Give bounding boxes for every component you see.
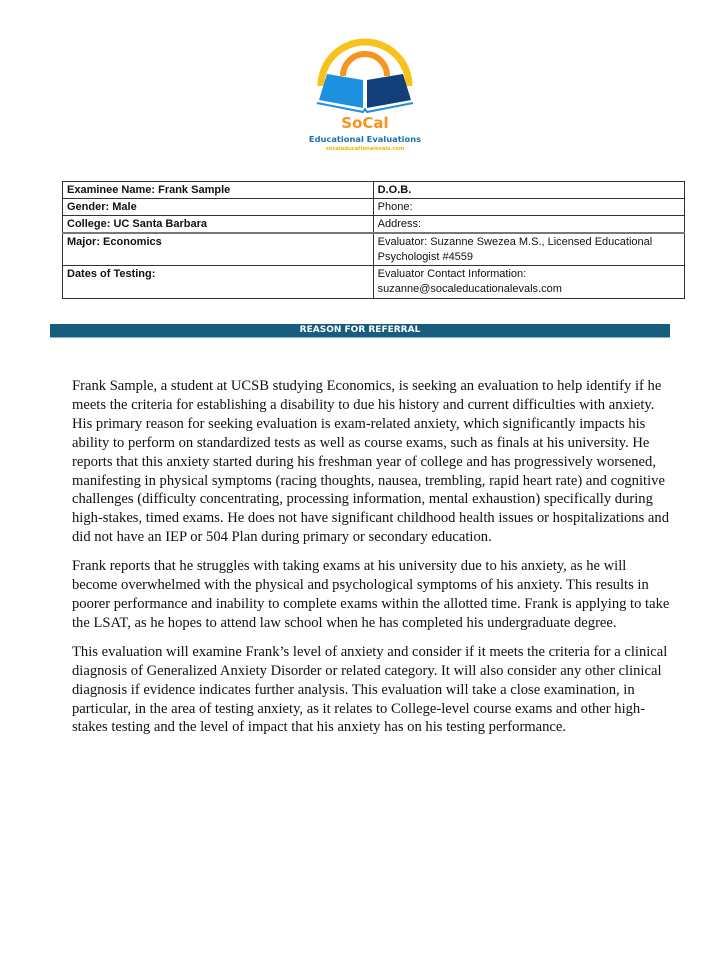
examinee-info-table <box>62 181 685 299</box>
major-cell: Major: Economics <box>63 233 374 266</box>
table-row <box>63 199 685 216</box>
table-row <box>63 182 685 199</box>
college-cell: College: UC Santa Barbara <box>63 216 374 234</box>
dates-of-testing-cell: Dates of Testing: <box>63 266 374 299</box>
table-row <box>63 266 685 299</box>
gender-cell: Gender: Male <box>63 199 374 216</box>
referral-body <box>72 377 672 747</box>
paragraph: Frank reports that he struggles with taking exams at his university due to his anxiety, as he will become overwhelmed with the physical and psychological symptoms of his anxiety. This results in poorer performance and inability to complete exams within the allotted time. Frank is applying to take the LSAT, as he hopes to attend law school when he has completed his undergraduate degree. <box>72 558 670 631</box>
paragraph: Frank Sample, a student at UCSB studying Economics, is seeking an evaluation to help identify if he meets the criteria for establishing a disability to due his history and current difficulties with anxiety. His primary reason for seeking evaluation is exam-related anxiety, which significantly impacts his ability to perform on standardized tests as well as course exams, such as finals at his university. He reports that this anxiety started during his freshman year of college and has progressively worsened, manifesting in physical symptoms (racing thoughts, nausea, trembling, rapid heart rate) and cognitive challenges (difficulty concentrating, processing information, mental exhaustion) specifically during high-stakes, timed exams. He does not have significant childhood health issues or hospitalizations and did not have an IEP or 504 Plan during primary or secondary education. <box>72 378 670 546</box>
logo-title: SoCal <box>341 114 389 132</box>
section-header-reason-for-referral: REASON FOR REFERRAL <box>50 324 670 338</box>
phone-cell: Phone: <box>373 199 684 216</box>
evaluator-cell: Evaluator: Suzanne Swezea M.S., Licensed Educational Psychologist #4559 <box>373 233 684 266</box>
table-row <box>63 216 685 234</box>
company-logo <box>305 36 425 152</box>
address-cell: Address: <box>373 216 684 234</box>
dob-cell: D.O.B. <box>373 182 684 199</box>
logo-url: socaleducationalevals.com <box>325 146 405 152</box>
table-row <box>63 233 685 266</box>
examinee-name-cell: Examinee Name: Frank Sample <box>63 182 374 199</box>
open-book-sunrise-icon <box>313 36 417 114</box>
evaluator-contact-cell: Evaluator Contact Information: suzanne@socaleducationalevals.com <box>373 266 684 299</box>
logo-subtitle: Educational Evaluations <box>308 134 422 144</box>
paragraph: This evaluation will examine Frank’s level of anxiety and consider if it meets the criteria for a clinical diagnosis of Generalized Anxiety Disorder or related category. It will also consider any other clinical diagnosis if evidence indicates further analysis. This evaluation will take a close examination, in particular, in the area of testing anxiety, as it relates to College-level course exams and other high-stakes testing and the level of impact that his anxiety has on his testing performance. <box>72 643 668 736</box>
